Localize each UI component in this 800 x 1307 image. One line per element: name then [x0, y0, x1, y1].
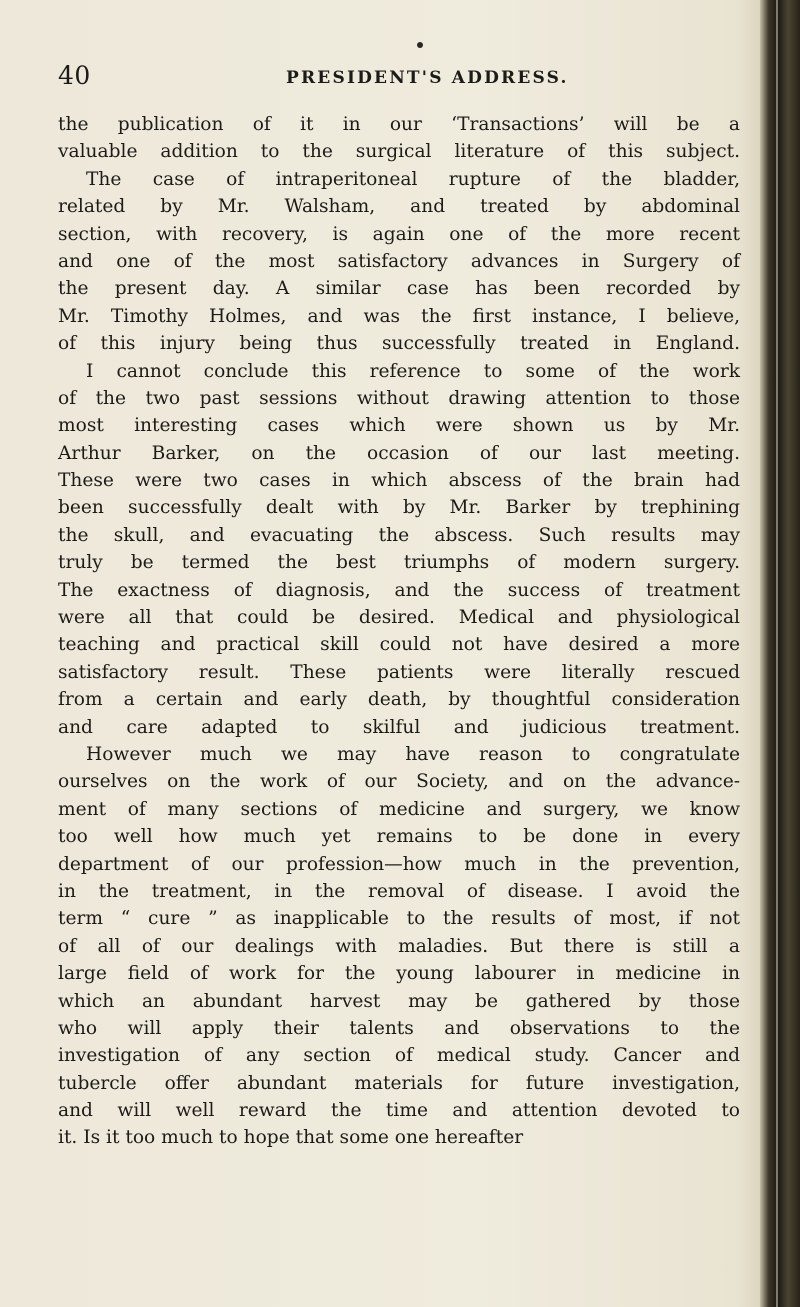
text-line: However much we may have reason to congratulate: [86, 743, 740, 765]
text-line: from a certain and early death, by thoughtful consideration: [58, 689, 740, 711]
text-line: the skull, and evacuating the abscess. Such results may: [58, 524, 740, 546]
text-line: large field of work for the young labourer in medicine in: [58, 963, 740, 985]
text-line: The case of intraperitoneal rupture of the bladder,: [86, 168, 740, 190]
text-line: These were two cases in which abscess of the brain had: [58, 470, 740, 492]
text-line: related by Mr. Walsham, and treated by abdominal: [58, 196, 740, 218]
text-line: ourselves on the work of our Society, and on the advance-: [58, 771, 740, 793]
text-line: section, with recovery, is again one of the more recent: [58, 223, 740, 245]
text-line: of this injury being thus successfully treated in England.: [58, 333, 740, 355]
text-line: who will apply their talents and observations to the: [58, 1017, 740, 1039]
text-line: the publication of it in our ‘Transactions’ will be a: [58, 114, 740, 135]
text-line: of all of our dealings with maladies. But there is still a: [58, 935, 740, 957]
text-line: The exactness of diagnosis, and the success of treatment: [58, 579, 740, 601]
text-line: were all that could be desired. Medical and physiological: [58, 607, 740, 629]
book-binding-edge: [760, 0, 800, 1307]
text-line: term “ cure ” as inapplicable to the results of most, if not: [58, 908, 740, 930]
text-line: in the treatment, in the removal of disease. I avoid the: [58, 880, 740, 902]
text-line: and care adapted to skilful and judicious treatment.: [58, 716, 740, 738]
text-line: department of our profession—how much in the prevention,: [58, 853, 740, 875]
text-line: it. Is it too much to hope that some one hereafter: [58, 1127, 524, 1149]
text-line: and will well reward the time and attention devoted to: [58, 1100, 740, 1122]
text-line: been successfully dealt with by Mr. Barker by trephining: [58, 497, 740, 519]
page-number: 40: [58, 61, 91, 90]
text-line: teaching and practical skill could not have desired a more: [58, 634, 740, 656]
text-line: of the two past sessions without drawing attention to those: [58, 387, 740, 409]
ink-dot: [417, 42, 423, 48]
text-line: valuable addition to the surgical literature of this subject.: [58, 141, 740, 163]
text-line: too well how much yet remains to be done in every: [58, 826, 740, 848]
text-line: tubercle offer abundant materials for future investigation,: [58, 1072, 740, 1094]
text-line: the present day. A similar case has been recorded by: [58, 278, 740, 300]
text-line: which an abundant harvest may be gathered by those: [58, 990, 740, 1012]
text-line: satisfactory result. These patients were literally rescued: [58, 661, 740, 683]
text-line: Arthur Barker, on the occasion of our last meeting.: [58, 442, 740, 464]
text-line: and one of the most satisfactory advances in Surgery of: [58, 250, 740, 272]
text-line: ment of many sections of medicine and surgery, we know: [58, 798, 740, 820]
page-header: [58, 58, 738, 98]
text-line: investigation of any section of medical study. Cancer and: [58, 1045, 740, 1067]
text-line: most interesting cases which were shown us by Mr.: [58, 415, 740, 437]
binding-highlight: [776, 0, 778, 1307]
text-line: I cannot conclude this reference to some of the work: [86, 360, 740, 382]
text-line: Mr. Timothy Holmes, and was the first instance, I believe,: [58, 305, 740, 327]
body-text: [58, 111, 740, 1152]
text-line: truly be termed the best triumphs of modern surgery.: [58, 552, 740, 574]
running-head: PRESIDENT'S ADDRESS.: [286, 68, 569, 88]
